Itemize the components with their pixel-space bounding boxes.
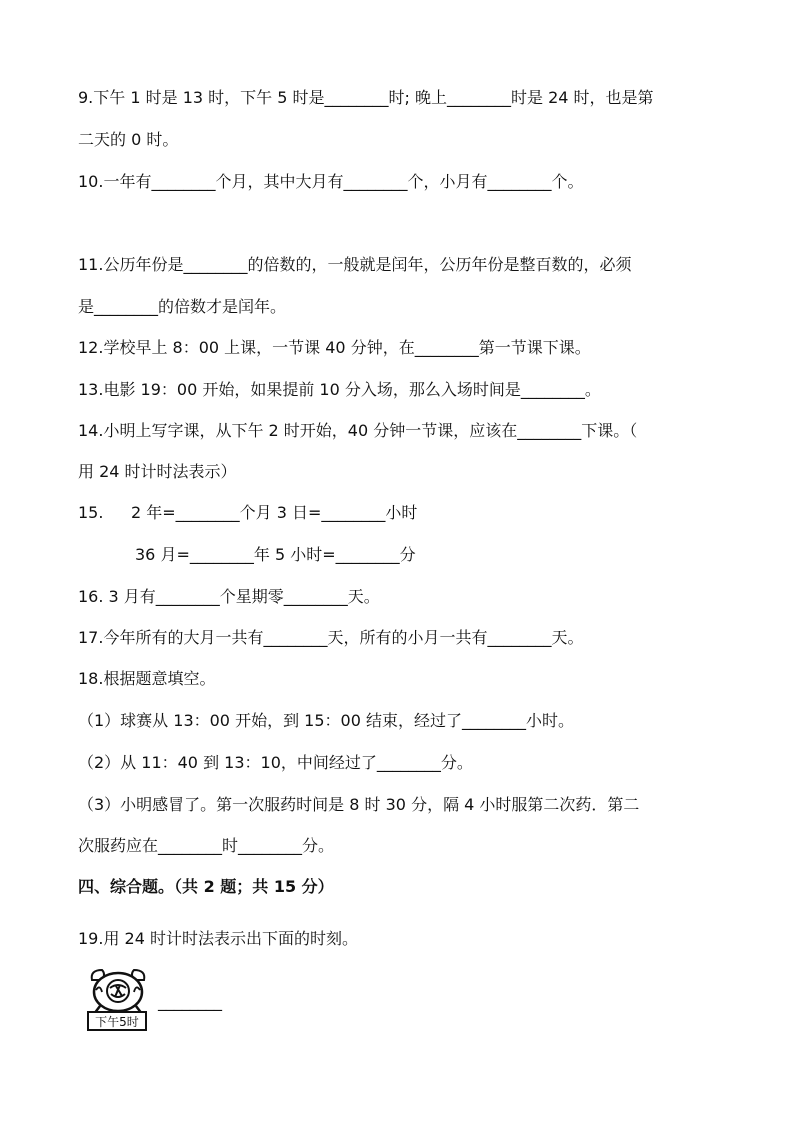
q11-line1: 11.公历年份是________的倍数的，一般就是闰年，公历年份是整百数的，必须 [78,255,632,274]
q18-part3-line1: （3）小明感冒了。第一次服药时间是 8 时 30 分，隔 4 小时服第二次药．第二 [78,795,640,814]
q13: 13.电影 19：00 开始，如果提前 10 分入场，那么入场时间是________。 [78,380,601,399]
q16: 16. 3 月有________个星期零________天。 [78,587,380,606]
q18-part1: （1）球赛从 13：00 开始，到 15：00 结束，经过了________小时。 [78,711,574,730]
q18: 18.根据题意填空。 [78,669,216,688]
q9-line1: 9.下午 1 时是 13 时，下午 5 时是________时; 晚上________时是 24 时，也是第 [78,88,654,107]
q18-part2: （2）从 11：40 到 13：10，中间经过了________分。 [78,753,473,772]
section-4-title: 四、综合题。（共 2 题；共 15 分） [78,877,334,896]
q17: 17.今年所有的大月一共有________天，所有的小月一共有________天。 [78,628,584,647]
q15-number: 15. [78,503,104,522]
q19: 19.用 24 时计时法表示出下面的时刻。 [78,929,358,948]
q15-row2: 36 月=________年 5 小时=________分 [135,545,416,564]
q14-line1: 14.小明上写字课，从下午 2 时开始，40 分钟一节课，应该在________下课。（ [78,421,638,440]
clock-label: 下午5时 [95,1015,139,1029]
q9-line2: 二天的 0 时。 [78,130,179,149]
q15-row1: 2 年=________个月 3 日=________小时 [131,503,418,522]
q12: 12.学校早上 8：00 上课，一节课 40 分钟，在________第一节课下课。 [78,338,591,357]
alarm-clock-illustration [86,966,150,1032]
q10: 10.一年有________个月，其中大月有________个，小月有________个。 [78,172,584,191]
q19-answer-blank[interactable]: ________ [158,992,222,1011]
q18-part3-line2: 次服药应在________时________分。 [78,836,335,855]
alarm-clock-icon [86,966,150,1032]
q14-line2: 用 24 时计时法表示） [78,462,237,481]
q11-line2: 是________的倍数才是闰年。 [78,297,287,316]
